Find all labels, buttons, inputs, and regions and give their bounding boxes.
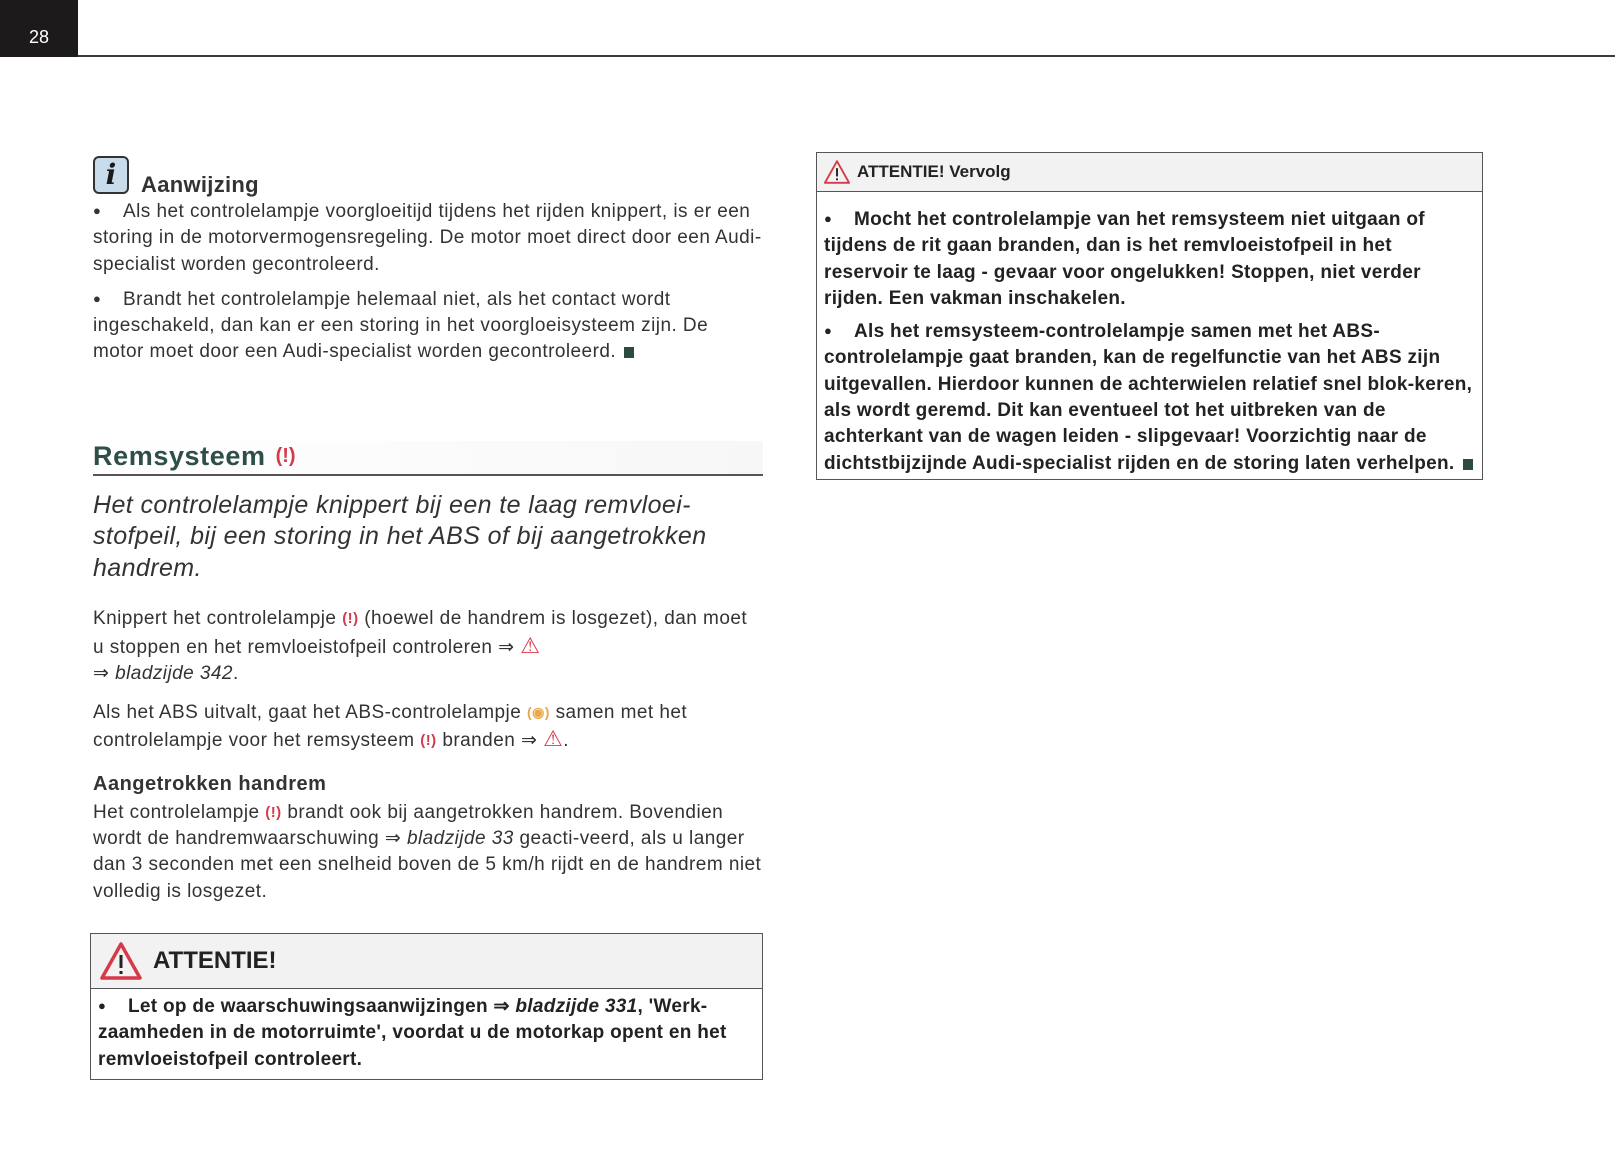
bullet-icon <box>93 198 123 225</box>
warning-continued-box <box>816 152 1483 480</box>
abs-warning-icon: (◉) <box>526 704 550 721</box>
page-number: 28 <box>28 27 50 47</box>
brake-warning-icon: (!) <box>342 610 359 628</box>
paragraph-blinking: Knippert het controlelampje (!) (hoewel de handrem is losgezet), dan moet u stoppen en het remvloeistofpeil controleren ⇒ ⚠ ⇒ bladzijde 342. <box>93 608 748 684</box>
warning-bullet: ●Let op de waarschuwingsaanwijzingen ⇒ bladzijde 331, 'Werk-zaamheden in de motorruimte', voordat u de motorkap opent en het remvloeistofpeil controleert. <box>91 989 762 1079</box>
left-column <box>93 150 763 1080</box>
bullet-icon <box>93 286 123 313</box>
warning-triangle-icon[interactable]: ⚠ <box>543 726 564 752</box>
section-title: Remsysteem <box>93 440 266 471</box>
bullet-icon <box>98 993 128 1020</box>
warning-title: ATTENTIE! Vervolg <box>857 162 1011 181</box>
header-rule <box>78 55 1615 57</box>
note-header <box>93 150 763 197</box>
note-bullet: ●Als het controlelampje voorgloeitijd tijdens het rijden knippert, is er een storing in de motorvermogensregeling. De motor moet direct door een Audi-specialist worden gecontroleerd. <box>93 198 763 278</box>
end-marker-icon <box>1463 459 1473 470</box>
page-number-tab <box>0 0 78 57</box>
warning-triangle-icon[interactable]: ⚠ <box>520 632 541 658</box>
warning-box-header <box>817 153 1482 192</box>
end-marker-icon <box>624 347 634 358</box>
page-reference-link[interactable]: bladzijde 331 <box>515 995 638 1017</box>
bullet-icon <box>824 318 854 345</box>
bullet-icon <box>824 206 854 233</box>
section-heading <box>93 441 763 476</box>
warning-bullet: ●Mocht het controlelampje van het remsysteem niet uitgaan of tijdens de rit gaan branden, dan is het remvloeistofpeil in het reservoir te laag - gevaar voor ongelukken! Stoppen, niet verder rijden. Een vakman inschakelen. <box>817 192 1482 312</box>
paragraph-handbrake: Het controlelampje (!) brandt ook bij aangetrokken handrem. Bovendien wordt de handremwaarschuwing ⇒ bladzijde 33 geacti-veerd, als u langer dan 3 seconden met een snelheid boven de 5 km/h rijdt en de handrem niet volledig is losgezet. <box>93 801 762 902</box>
right-column <box>816 152 1483 480</box>
brake-warning-icon: (!) <box>420 732 437 750</box>
paragraph-abs: Als het ABS uitvalt, gaat het ABS-controlelampje (◉) samen met het controlelampje voor het remsysteem (!) branden ⇒ ⚠. <box>93 699 763 755</box>
warning-triangle-icon <box>99 941 143 981</box>
brake-warning-icon: (!) <box>275 444 296 467</box>
subheading: Aangetrokken handrem <box>93 772 327 795</box>
warning-box-header <box>91 934 762 989</box>
warning-title: ATTENTIE! <box>153 946 277 974</box>
page-reference-link[interactable]: bladzijde 342 <box>115 662 233 684</box>
info-icon: i <box>93 156 129 194</box>
brake-warning-icon: (!) <box>265 803 282 821</box>
note-bullet: ●Brandt het controlelampje helemaal niet, als het contact wordt ingeschakeld, dan kan er een storing in het voorgloeisysteem zijn. De motor moet door een Audi-specialist worden gecontroleerd. <box>93 286 763 366</box>
warning-triangle-icon <box>823 159 851 185</box>
note-title: Aanwijzing <box>141 172 259 197</box>
section-lead: Het controlelampje knippert bij een te laag remvloei-stofpeil, bij een storing in het ABS of bij aangetrokken handrem. <box>93 490 707 582</box>
page-reference-link[interactable]: bladzijde 33 <box>406 828 514 850</box>
warning-bullet: ●Als het remsysteem-controlelampje samen met het ABS-controlelampje gaat branden, kan de regelfunctie van het ABS zijn uitgevallen. Hierdoor kunnen de achterwielen relatief snel blok-keren, als wordt geremd. Dit kan eventueel tot het uitbreken van de achterkant van de wagen leiden - slipgevaar! Voorzichtig naar de dichtstbijzijnde Audi-specialist rijden en de storing laten verhelpen. <box>817 312 1482 479</box>
warning-box <box>90 933 763 1080</box>
